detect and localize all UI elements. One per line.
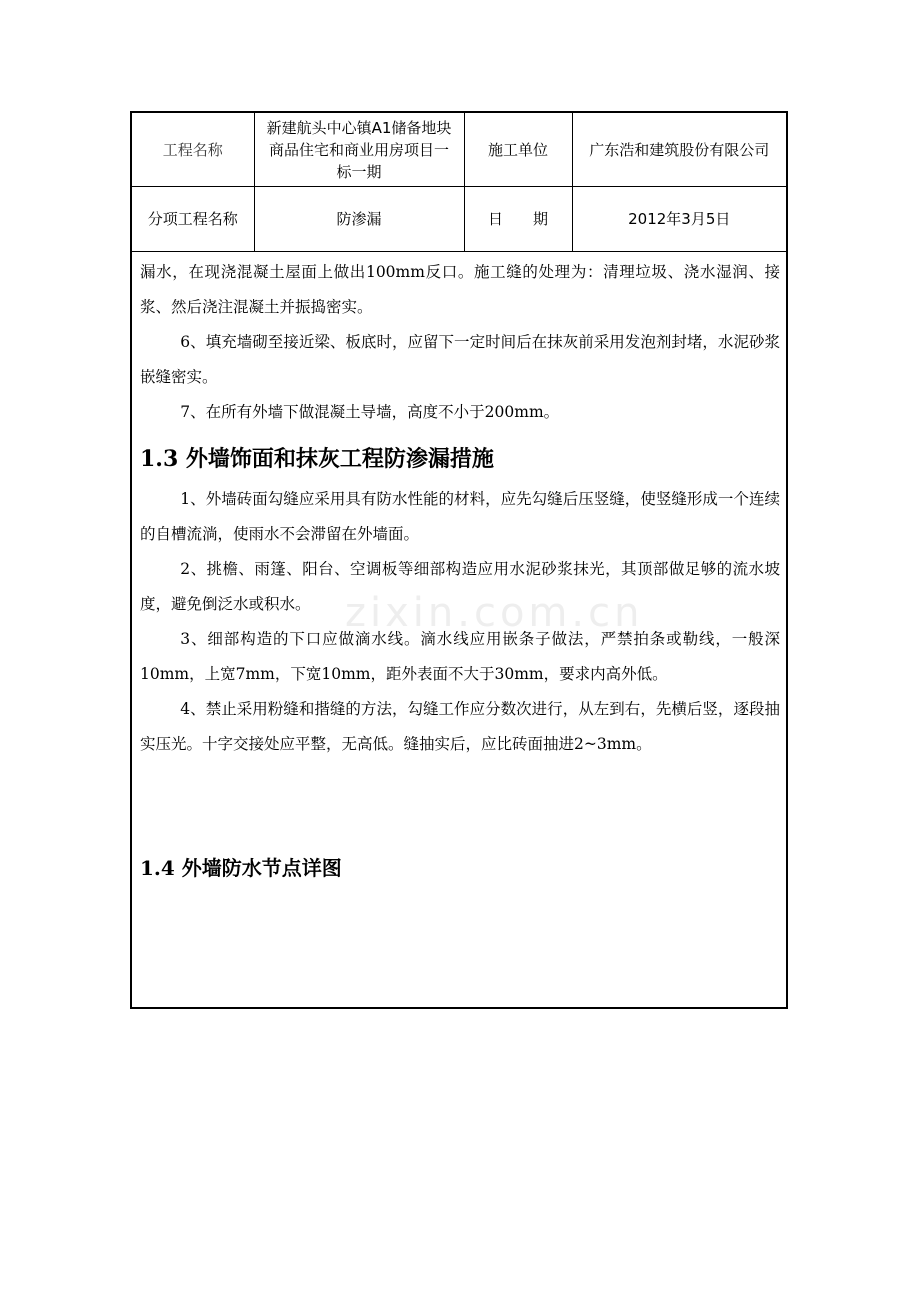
paragraph-1: 漏水，在现浇混凝土屋面上做出100mm反口。施工缝的处理为：清理垃圾、浇水湿润、接浆、然后浇注混凝土并振捣密实。 <box>140 263 780 316</box>
paragraph-7: 4、禁止采用粉缝和揩缝的方法，勾缝工作应分数次进行，从左到右，先横后竖，逐段抽实压光。十字交接处应平整，无高低。缝抽实后，应比砖面抽进2~3mm。 <box>140 700 780 753</box>
section-heading-1-3: 1.3 外墙饰面和抹灰工程防渗漏措施 <box>140 446 494 472</box>
paragraph-6: 3、细部构造的下口应做滴水线。滴水线应用嵌条子做法，严禁拍条或勒线，一般深10mm，上宽7mm，下宽10mm，距外表面不大于30mm，要求内高外低。 <box>140 630 780 683</box>
paragraph-4: 1、外墙砖面勾缝应采用具有防水性能的材料，应先勾缝后压竖缝，使竖缝形成一个连续的自槽流淌，使雨水不会滞留在外墙面。 <box>140 490 780 543</box>
paragraph-3: 7、在所有外墙下做混凝土导墙，高度不小于200mm。 <box>180 403 560 421</box>
contractor-label: 施工单位 <box>464 113 572 187</box>
contractor-name: 广东浩和建筑股份有限公司 <box>572 113 786 187</box>
subitem-label: 分项工程名称 <box>132 187 254 252</box>
header-table <box>132 113 786 252</box>
watermark: zixin.com.cn <box>345 590 644 636</box>
paragraph-5: 2、挑檐、雨篷、阳台、空调板等细部构造应用水泥砂浆抹光，其顶部做足够的流水坡度，避免倒泛水或积水。 <box>140 560 780 613</box>
project-label: 工程名称 <box>132 113 254 187</box>
project-name: 新建航头中心镇A1储备地块商品住宅和商业用房项目一标一期 <box>254 113 464 187</box>
body-text <box>140 255 780 762</box>
date-label: 日 期 <box>464 187 572 252</box>
document-frame <box>130 111 788 1009</box>
section-heading-1-4: 1.4 外墙防水节点详图 <box>140 856 342 880</box>
paragraph-2: 6、填充墙砌至接近梁、板底时，应留下一定时间后在抹灰前采用发泡剂封堵，水泥砂浆嵌缝密实。 <box>140 333 780 386</box>
subitem-name: 防渗漏 <box>254 187 464 252</box>
date-value: 2012年3月5日 <box>572 187 786 252</box>
